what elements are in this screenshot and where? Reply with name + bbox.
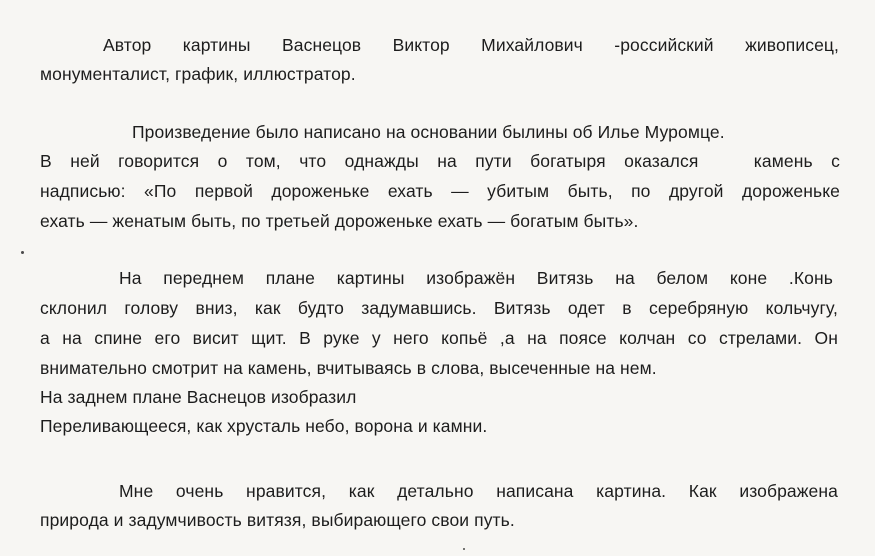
- paragraph-3-line-4: внимательно смотрит на камень, вчитываясь в слова, высеченные на нем.: [40, 358, 657, 378]
- paragraph-1-line-1: Автор картины Васнецов Виктор Михайлович -российский живописец,: [103, 35, 839, 55]
- scan-speck: [21, 251, 24, 254]
- paragraph-4-line-2: природа и задумчивость витязя, выбирающего свои путь.: [40, 510, 515, 530]
- scan-speck: [463, 548, 465, 550]
- paragraph-1-line-2: монументалист, график, иллюстратор.: [40, 64, 356, 84]
- paragraph-3-line-2: склонил голову вниз, как будто задумавшись. Витязь одет в серебряную кольчугу,: [40, 298, 838, 318]
- paragraph-2-line-4: ехать — женатым быть, по третьей дороженьке ехать — богатым быть».: [40, 211, 639, 231]
- paragraph-2-line-1: Произведение было написано на основании былины об Илье Муромце.: [132, 122, 725, 142]
- paragraph-2-line-2: В ней говорится о том, что однажды на пути богатыря оказался камень с: [40, 151, 840, 171]
- paragraph-3-line-5: На заднем плане Васнецов изобразил: [40, 387, 357, 407]
- paragraph-3-line-1: На переднем плане картины изображён Витязь на белом коне .Конь: [119, 268, 833, 288]
- paragraph-3-line-6: Переливающееся, как хрусталь небо, ворона и камни.: [40, 416, 488, 436]
- paragraph-2-line-3: надписью: «По первой дороженьке ехать — убитым быть, по другой дороженьке: [40, 181, 840, 201]
- paragraph-4-line-1: Мне очень нравится, как детально написана картина. Как изображена: [119, 481, 838, 501]
- paragraph-3-line-3: а на спине его висит щит. В руке у него копьё ,а на поясе колчан со стрелами. Он: [40, 328, 838, 348]
